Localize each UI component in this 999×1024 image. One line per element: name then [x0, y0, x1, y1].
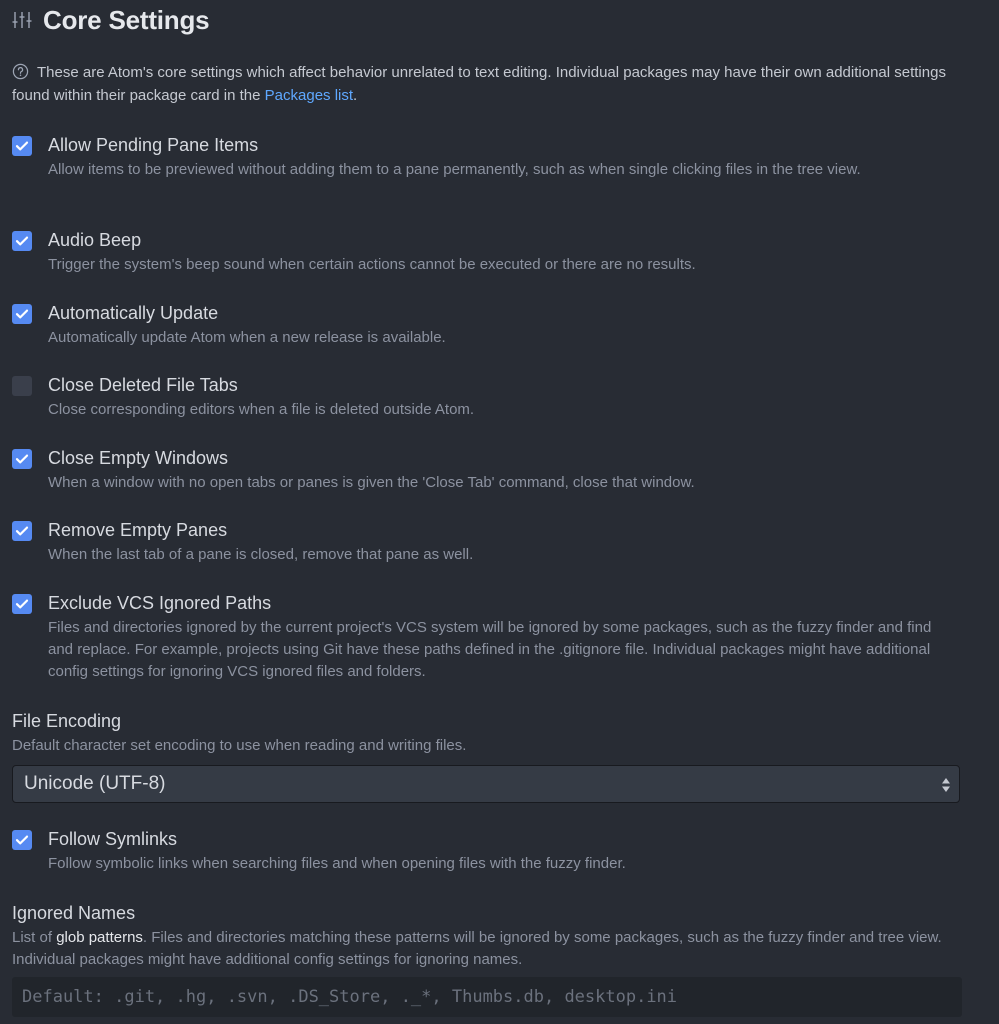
setting-description: Trigger the system's beep sound when certain actions cannot be executed or there are no results. [48, 256, 696, 273]
automatically-update-checkbox[interactable] [12, 304, 32, 324]
glob-patterns-text: glob patterns [56, 929, 143, 946]
setting-title: Exclude VCS Ignored Paths [48, 593, 272, 613]
ignored-names-title: Ignored Names [12, 903, 136, 923]
remove-empty-panes-checkbox[interactable] [12, 521, 32, 541]
checkmark-icon [15, 833, 29, 847]
setting-description: Close corresponding editors when a file is deleted outside Atom. [48, 401, 475, 418]
setting-title: Close Empty Windows [48, 448, 229, 468]
setting-title: Close Deleted File Tabs [48, 375, 238, 395]
ignored-names-desc-prefix: List of [12, 929, 57, 946]
intro-text [12, 61, 972, 107]
packages-list-link[interactable]: Packages list [264, 87, 354, 104]
checkmark-icon [15, 307, 29, 321]
checkmark-icon [15, 597, 29, 611]
file-encoding-select[interactable] [12, 765, 960, 803]
ignored-names-input[interactable] [12, 977, 962, 1017]
setting-description: Automatically update Atom when a new release is available. [48, 329, 446, 346]
select-arrows-icon [941, 777, 951, 793]
setting-description: Follow symbolic links when searching files and when opening files with the fuzzy finder. [48, 855, 626, 872]
close-empty-windows-checkbox[interactable] [12, 449, 32, 469]
file-encoding-selected-value: Unicode (UTF-8) [24, 773, 166, 794]
checkmark-icon [15, 139, 29, 153]
checkmark-icon [15, 234, 29, 248]
intro-body: These are Atom's core settings which affect behavior unrelated to text editing. Individual packages may have their own additional settings found within their package card in the [12, 64, 946, 104]
checkmark-icon [15, 524, 29, 538]
setting-description: When the last tab of a pane is closed, remove that pane as well. [48, 546, 474, 563]
checkmark-icon [15, 452, 29, 466]
ignored-names-desc-suffix: . Files and directories matching these patterns will be ignored by some packages, such as the fuzzy finder and tree view. Individual packages might have additional config settings for ignoring names. [12, 929, 942, 968]
setting-title: Remove Empty Panes [48, 520, 228, 540]
setting-description: Allow items to be previewed without adding them to a pane permanently, such as when single clicking files in the tree view. [48, 161, 861, 178]
close-deleted-file-tabs-checkbox[interactable] [12, 376, 32, 396]
section-header [12, 2, 209, 38]
setting-title: Allow Pending Pane Items [48, 135, 259, 155]
file-encoding-title: File Encoding [12, 711, 122, 731]
file-encoding-description: Default character set encoding to use when reading and writing files. [12, 737, 467, 754]
setting-title: Automatically Update [48, 303, 219, 323]
allow-pending-pane-items-checkbox[interactable] [12, 136, 32, 156]
setting-title: Audio Beep [48, 230, 142, 250]
ignored-names-description [12, 927, 962, 971]
setting-description: When a window with no open tabs or panes is given the 'Close Tab' command, close that window. [48, 474, 695, 491]
sliders-icon [12, 10, 32, 30]
setting-description: Files and directories ignored by the current project's VCS system will be ignored by some packages, such as the fuzzy finder and find and replace. For example, projects using Git have these paths defined in the .gitignore file. Individual packages might have additional config settings for ignoring VCS ignored files and folders. [48, 619, 932, 680]
intro-suffix: . [353, 87, 358, 104]
info-icon [12, 63, 29, 80]
setting-title: Follow Symlinks [48, 829, 178, 849]
ignored-names-placeholder: Default: .git, .hg, .svn, .DS_Store, ._*, Thumbs.db, desktop.ini [22, 987, 678, 1007]
audio-beep-checkbox[interactable] [12, 231, 32, 251]
page-title: Core Settings [43, 4, 210, 35]
follow-symlinks-checkbox[interactable] [12, 830, 32, 850]
exclude-vcs-ignored-paths-checkbox[interactable] [12, 594, 32, 614]
